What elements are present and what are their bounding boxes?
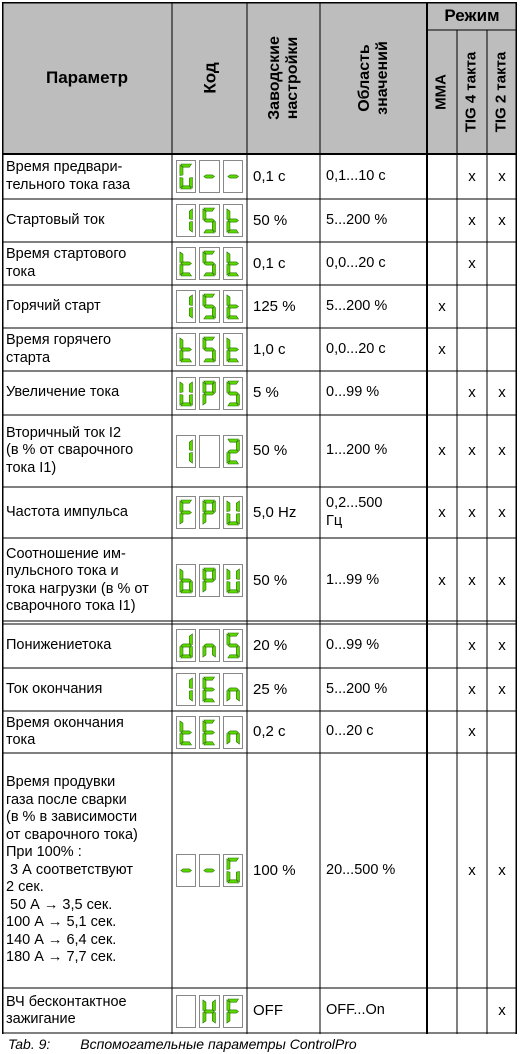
segment-g [204, 730, 215, 733]
range-cell-line: 0,0...20 с [326, 254, 386, 271]
segment-f [203, 678, 206, 689]
range-cell-line: 0...99 % [326, 384, 380, 401]
param-cell-line: тельного тока газа [6, 176, 131, 193]
segment-g [228, 449, 239, 452]
code-display [176, 496, 243, 529]
range-cell [326, 442, 426, 460]
segment-c [189, 308, 192, 319]
code-digit [176, 377, 196, 410]
code-digit [176, 496, 196, 529]
code-digit [223, 564, 243, 597]
code-display [176, 673, 243, 706]
range-cell [326, 572, 426, 590]
code-digit [223, 673, 243, 706]
mode-mark: x [468, 680, 476, 698]
range-cell [326, 298, 426, 316]
param-cell [6, 504, 170, 522]
range-cell [326, 862, 426, 880]
segment-b [236, 569, 239, 580]
code-digit [176, 854, 196, 887]
code-digit [223, 377, 243, 410]
param-cell-line: Горячий старт [6, 297, 101, 314]
code-display [176, 854, 243, 887]
param-cell-line: При 100% : [6, 844, 82, 861]
param-cell-line: тока нагрузки (в % от [6, 580, 149, 597]
param-cell-line: Ток окончания [6, 680, 103, 697]
factory-cell: 50 % [253, 211, 288, 229]
segment-b [189, 678, 192, 689]
range-cell [326, 1002, 426, 1020]
segment-e [180, 265, 183, 276]
segment-c [189, 222, 192, 233]
param-cell [6, 332, 170, 367]
factory-cell: 100 % [253, 861, 296, 879]
param-cell [6, 384, 170, 402]
range-cell [326, 681, 426, 699]
segment-g [228, 262, 239, 265]
segment-f [180, 165, 183, 176]
segment-g [228, 1009, 239, 1012]
segment-f [227, 1000, 230, 1011]
segment-f [227, 859, 230, 870]
mode-mark: x [438, 442, 446, 460]
code-digit [199, 995, 219, 1028]
header-code: Код [199, 62, 219, 94]
segment-g [181, 511, 192, 514]
code-display [176, 247, 243, 280]
segment-g [181, 348, 192, 351]
segment-e [180, 647, 183, 658]
segment-f [203, 569, 206, 580]
code-digit [176, 673, 196, 706]
range-cell-line: 0...20 с [326, 723, 374, 740]
mode-mark: x [498, 211, 506, 229]
mode-mark: x [498, 503, 506, 521]
code-digit [199, 673, 219, 706]
code-digit [223, 496, 243, 529]
mode-mark: x [498, 680, 506, 698]
param-cell [6, 681, 170, 699]
segment-d [228, 402, 239, 405]
caption-text: Вспомогательные параметры ControlPro [80, 1036, 357, 1052]
segment-d [204, 230, 215, 233]
code-digit [199, 160, 219, 193]
segment-d [228, 655, 239, 658]
segment-g [204, 262, 215, 265]
param-cell-line: Время продувки [6, 774, 116, 791]
param-cell-line: Частота импульса [6, 503, 128, 520]
segment-e [227, 452, 230, 463]
segment-f [180, 252, 183, 263]
segment-g [228, 305, 239, 308]
range-cell [326, 212, 426, 230]
param-cell-line: (в % в зависимости [6, 809, 138, 826]
mode-mark: x [438, 297, 446, 315]
factory-cell: OFF [253, 1002, 283, 1020]
param-cell-line: сварочного тока I1) [6, 598, 136, 614]
param-cell-line: старта [6, 349, 51, 366]
code-digit [223, 204, 243, 237]
header-param: Параметр [45, 68, 129, 87]
mode-mark: x [468, 211, 476, 229]
segment-g [204, 391, 215, 394]
factory-cell: 0,1 с [253, 254, 286, 272]
code-display [176, 333, 243, 366]
param-cell-line: 3 А соответствуют [6, 861, 134, 878]
header-mode: Режим [444, 6, 500, 25]
mode-mark: x [468, 636, 476, 654]
param-cell-line: Соотношение им- [6, 545, 126, 562]
mode-mark: x [468, 503, 476, 521]
segment-f [227, 501, 230, 512]
code-digit [223, 160, 243, 193]
segment-f [227, 295, 230, 306]
segment-g [204, 644, 215, 647]
segment-e [203, 514, 206, 525]
param-cell-line: 140 А → 6,4 сек. [6, 931, 117, 948]
range-cell [326, 495, 426, 530]
segment-g [204, 688, 215, 691]
code-digit [223, 995, 243, 1028]
header-mode-tig2: TIG 2 такта [492, 51, 510, 133]
segment-f [227, 382, 230, 393]
param-cell [6, 298, 170, 316]
segment-g [228, 730, 239, 733]
range-cell [326, 384, 426, 402]
segment-e [203, 733, 206, 744]
code-digit [199, 854, 219, 887]
segment-b [236, 501, 239, 512]
param-cell-line: Понижениетока [6, 636, 112, 653]
segment-b [189, 295, 192, 306]
factory-cell: 50 % [253, 571, 288, 589]
param-cell-line: Стартовый ток [6, 211, 105, 228]
range-cell-line: 0...99 % [326, 636, 380, 653]
mode-mark: x [498, 1002, 506, 1020]
mode-mark: x [438, 340, 446, 358]
segment-f [180, 721, 183, 732]
code-digit [223, 290, 243, 323]
param-cell-line: 50 А → 3,5 сек. [6, 896, 113, 913]
mode-mark: x [468, 167, 476, 185]
segment-c [213, 647, 216, 658]
range-cell-line: OFF...On [326, 1002, 385, 1019]
code-digit [223, 854, 243, 887]
segment-g [204, 348, 215, 351]
segment-f [227, 209, 230, 220]
segment-b [189, 382, 192, 393]
segment-e [227, 733, 230, 744]
mode-mark: x [498, 861, 506, 879]
param-cell [6, 212, 170, 230]
segment-g [228, 391, 239, 394]
code-digit [176, 160, 196, 193]
segment-f [203, 295, 206, 306]
factory-cell: 125 % [253, 297, 296, 315]
segment-e [180, 514, 183, 525]
param-cell-line: Время окончания [6, 714, 124, 731]
segment-e [227, 691, 230, 702]
segment-f [227, 569, 230, 580]
segment-f [203, 252, 206, 263]
code-digit [176, 564, 196, 597]
range-cell-line: 1...99 % [326, 571, 380, 588]
segment-f [227, 634, 230, 645]
code-digit [199, 629, 219, 662]
param-cell-line: зажигание [6, 1011, 76, 1027]
factory-cell: 20 % [253, 636, 288, 654]
header-mode-mma: MMA [432, 74, 450, 110]
range-cell-line: 0,0...20 с [326, 340, 386, 357]
code-digit [176, 995, 196, 1028]
code-digit [223, 716, 243, 749]
mode-mark: x [498, 571, 506, 589]
range-cell-line: 1...200 % [326, 442, 388, 459]
code-digit [176, 629, 196, 662]
segment-f [203, 382, 206, 393]
range-cell [326, 341, 426, 359]
range-cell [326, 255, 426, 273]
range-cell [326, 168, 426, 186]
code-digit [176, 333, 196, 366]
segment-f [203, 501, 206, 512]
segment-g [228, 175, 239, 178]
code-digit [199, 377, 219, 410]
segment-f [203, 721, 206, 732]
segment-c [189, 691, 192, 702]
mode-mark: x [438, 503, 446, 521]
segment-g [204, 175, 215, 178]
segment-f [227, 338, 230, 349]
segment-g [204, 511, 215, 514]
range-cell [326, 637, 426, 655]
header-factory: Заводские настройки [265, 36, 301, 120]
factory-cell: 25 % [253, 680, 288, 698]
segment-f [227, 252, 230, 263]
header-mode-tig4: TIG 4 такта [462, 51, 480, 133]
range-cell [326, 723, 426, 741]
param-cell-line: Время горячего [6, 332, 112, 348]
param-cell-line: (в % от сварочного [6, 442, 134, 459]
segment-e [203, 1012, 206, 1023]
mode-mark: x [498, 636, 506, 654]
code-display [176, 564, 243, 597]
mode-mark: x [468, 442, 476, 460]
segment-f [180, 501, 183, 512]
code-digit [223, 629, 243, 662]
code-digit [199, 247, 219, 280]
factory-cell: 50 % [253, 442, 288, 460]
range-cell-line: 0,1...10 с [326, 167, 386, 184]
segment-b [213, 1000, 216, 1011]
segment-e [227, 308, 230, 319]
segment-g [204, 305, 215, 308]
code-display [176, 160, 243, 193]
mode-mark: x [438, 571, 446, 589]
param-cell-line: тока [6, 732, 36, 748]
segment-e [180, 351, 183, 362]
mode-mark: x [468, 723, 476, 741]
range-cell-line: 0,2...500 [326, 495, 383, 511]
segment-f [203, 338, 206, 349]
segment-e [227, 222, 230, 233]
code-display [176, 435, 243, 468]
param-cell-line: Время стартового [6, 246, 127, 262]
segment-g [181, 869, 192, 872]
param-cell-line: 180 А → 7,7 сек. [6, 949, 117, 966]
param-cell-line: 2 сек. [6, 879, 44, 896]
segment-e [227, 265, 230, 276]
segment-g [228, 688, 239, 691]
segment-g [204, 579, 215, 582]
parameters-table [2, 2, 517, 1034]
param-cell-line: пульсного тока и [6, 563, 119, 579]
segment-b [236, 440, 239, 451]
factory-cell: 0,2 с [253, 723, 286, 741]
param-cell-line: ВЧ бесконтактное [6, 993, 127, 1010]
param-cell-line: 100 А → 5,1 сек. [6, 914, 117, 931]
range-cell-line: 20...500 % [326, 861, 396, 878]
segment-b [213, 569, 216, 580]
segment-g [204, 219, 215, 222]
mode-mark: x [468, 384, 476, 402]
mode-mark: x [468, 571, 476, 589]
segment-e [227, 872, 230, 883]
segment-f [180, 382, 183, 393]
segment-e [180, 582, 183, 593]
code-digit [199, 290, 219, 323]
code-digit [223, 435, 243, 468]
caption-label: Tab. 9: [8, 1036, 51, 1052]
param-cell [6, 246, 170, 281]
mode-mark: x [498, 167, 506, 185]
code-display [176, 377, 243, 410]
code-display [176, 995, 243, 1028]
code-display [176, 204, 243, 237]
factory-cell: 5 % [253, 384, 279, 402]
segment-g [228, 644, 239, 647]
code-digit [176, 716, 196, 749]
mode-mark: x [468, 861, 476, 879]
segment-c [236, 733, 239, 744]
range-cell-line: 5...200 % [326, 211, 388, 228]
segment-g [204, 1009, 215, 1012]
code-display [176, 290, 243, 323]
segment-e [227, 1012, 230, 1023]
segment-c [236, 691, 239, 702]
code-digit [223, 333, 243, 366]
segment-d [204, 273, 215, 276]
segment-e [203, 582, 206, 593]
header-range: Область значений [355, 41, 391, 115]
param-cell [6, 994, 170, 1029]
param-cell [6, 774, 170, 967]
segment-e [203, 691, 206, 702]
code-digit [176, 204, 196, 237]
segment-g [228, 219, 239, 222]
param-cell-line: тока I1) [6, 459, 57, 476]
param-cell [6, 637, 170, 655]
segment-d [204, 359, 215, 362]
segment-e [203, 647, 206, 658]
range-cell-line: 5...200 % [326, 680, 388, 697]
table-caption [8, 1036, 357, 1052]
segment-f [180, 338, 183, 349]
segment-f [180, 569, 183, 580]
factory-cell: 5,0 Hz [253, 503, 297, 521]
segment-e [180, 733, 183, 744]
segment-g [228, 348, 239, 351]
code-digit [176, 290, 196, 323]
code-digit [199, 716, 219, 749]
param-cell [6, 546, 170, 616]
segment-b [189, 440, 192, 451]
param-cell [6, 715, 170, 750]
param-cell-line: тока [6, 263, 36, 280]
code-digit [223, 247, 243, 280]
segment-c [189, 452, 192, 463]
segment-b [189, 209, 192, 220]
factory-cell: 1,0 с [253, 340, 286, 358]
param-cell-line: Время предвари- [6, 159, 123, 175]
segment-g [181, 262, 192, 265]
segment-g [181, 579, 192, 582]
range-cell-line: 5...200 % [326, 297, 388, 314]
segment-e [203, 394, 206, 405]
param-cell [6, 425, 170, 478]
param-cell [6, 159, 170, 194]
param-cell-line: газа после сварки [6, 791, 127, 808]
segment-e [227, 514, 230, 525]
code-digit [176, 247, 196, 280]
segment-f [203, 209, 206, 220]
code-digit [199, 435, 219, 468]
mode-mark: x [468, 254, 476, 272]
segment-e [180, 178, 183, 189]
factory-cell: 0,1 с [253, 167, 286, 185]
code-digit [199, 496, 219, 529]
segment-d [204, 316, 215, 319]
param-cell-line: Вторичный ток I2 [6, 424, 122, 441]
segment-e [227, 351, 230, 362]
param-cell-line: Увеличение тока [6, 384, 120, 401]
code-digit [176, 435, 196, 468]
range-cell-line: Гц [326, 512, 343, 529]
segment-e [180, 394, 183, 405]
segment-f [203, 1000, 206, 1011]
code-digit [199, 204, 219, 237]
mode-mark: x [498, 384, 506, 402]
segment-g [204, 869, 215, 872]
mode-mark: x [498, 442, 506, 460]
code-display [176, 716, 243, 749]
segment-b [189, 634, 192, 645]
param-cell-line: от сварочного тока) [6, 826, 138, 843]
segment-g [181, 644, 192, 647]
segment-e [227, 582, 230, 593]
code-digit [199, 333, 219, 366]
code-digit [199, 564, 219, 597]
segment-b [213, 382, 216, 393]
segment-c [213, 1012, 216, 1023]
code-display [176, 629, 243, 662]
segment-b [213, 501, 216, 512]
segment-g [181, 730, 192, 733]
